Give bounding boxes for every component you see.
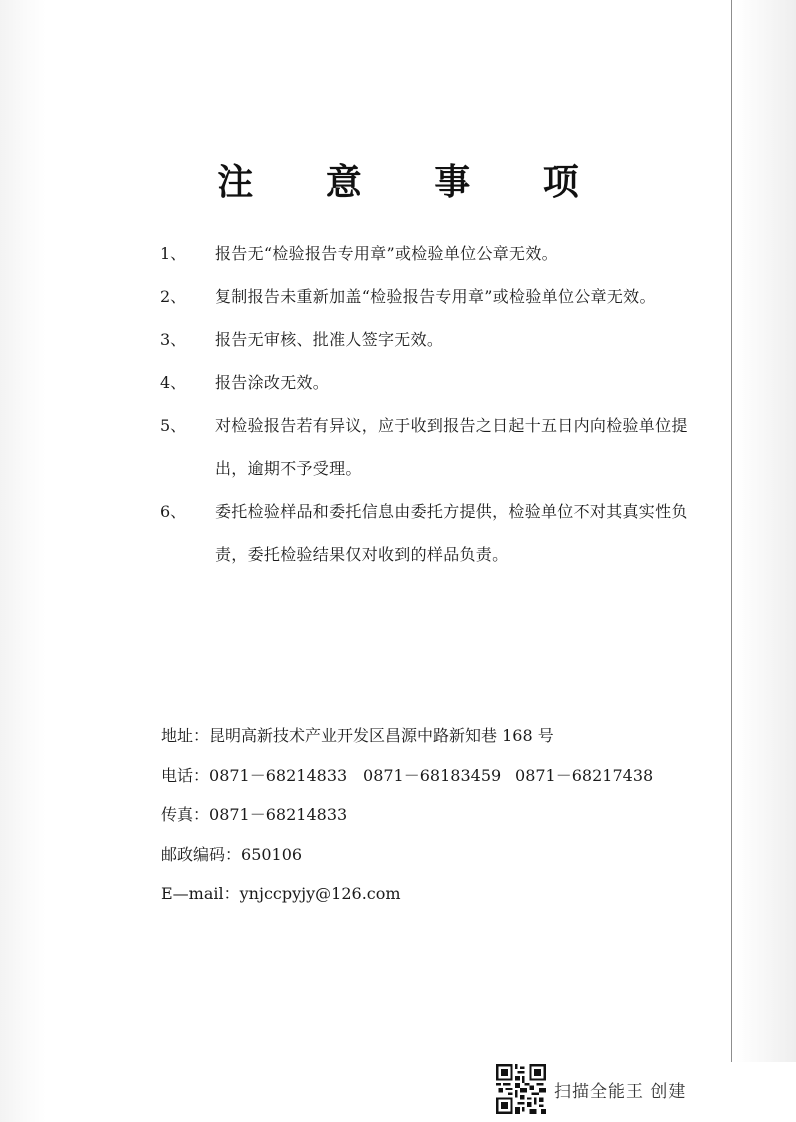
notice-text: 委托检验样品和委托信息由委托方提供，检验单位不对其真实性负责，委托检验结果仅对收到的样品负责。: [215, 502, 688, 564]
notice-item: [160, 361, 720, 404]
fax-row: [161, 795, 721, 835]
phone-number: 0871－68217438: [515, 765, 654, 785]
fax-value: 0871－68214833: [209, 805, 348, 824]
qr-code-icon: [496, 1064, 546, 1114]
notice-text: 报告涂改无效。: [215, 373, 330, 392]
notice-number: 4、: [160, 373, 187, 392]
phone-number: 0871－68214833: [209, 765, 348, 785]
notice-number: 5、: [160, 416, 187, 435]
phone-row: [161, 756, 721, 796]
postcode-value: 650106: [241, 844, 303, 864]
postcode-row: [161, 835, 721, 875]
postcode-label: 邮政编码：: [161, 844, 242, 864]
email-value: ynjccpyjy@126.com: [239, 884, 401, 903]
page-title: 注 意 事 项: [217, 161, 609, 204]
address-row: [161, 716, 721, 756]
notice-item: [160, 275, 720, 318]
notice-text: 报告无“检验报告专用章”或检验单位公章无效。: [215, 244, 558, 263]
fax-label: 传真：: [161, 805, 210, 824]
scanner-watermark: [496, 1062, 686, 1116]
address-value: 昆明高新技术产业开发区昌源中路新知巷 168 号: [209, 726, 554, 745]
notice-item: [160, 232, 720, 275]
notice-item: [160, 318, 720, 361]
notice-number: 6、: [160, 502, 187, 521]
phone-label: 电话：: [161, 765, 210, 785]
contact-info: [161, 716, 721, 914]
notice-item: [160, 490, 720, 576]
notice-text: 报告无审核、批准人签字无效。: [215, 330, 444, 349]
email-label: E—mail：: [161, 884, 240, 903]
notice-text: 复制报告未重新加盖“检验报告专用章”或检验单位公章无效。: [215, 287, 656, 306]
notice-text: 对检验报告若有异议，应于收到报告之日起十五日内向检验单位提出，逾期不予受理。: [215, 416, 688, 478]
address-label: 地址：: [161, 726, 210, 745]
email-row: [161, 874, 721, 914]
notice-number: 1、: [160, 244, 187, 263]
notice-list: [160, 232, 720, 576]
notice-number: 2、: [160, 287, 187, 306]
notice-number: 3、: [160, 330, 187, 349]
phone-number: 0871－68183459: [363, 765, 502, 785]
notice-item: [160, 404, 720, 490]
scanner-app-credit: 扫描全能王 创建: [554, 1081, 687, 1102]
